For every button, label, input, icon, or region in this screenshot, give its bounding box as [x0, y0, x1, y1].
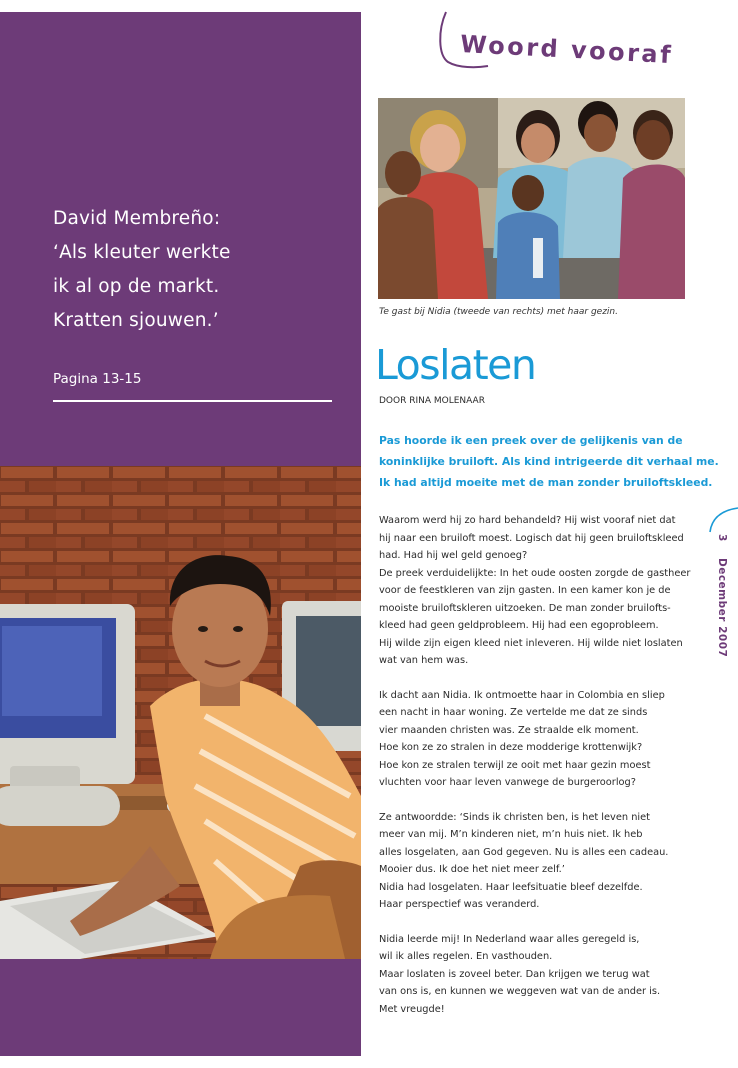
divider	[53, 400, 332, 402]
paragraph	[379, 809, 690, 914]
body-line: De preek verduidelijkte: In het oude oosten zorgde de gastheer	[379, 567, 691, 579]
article-title: Loslaten	[375, 341, 536, 389]
body-line: Waarom werd hij zo hard behandeld? Hij wist vooraf niet dat	[379, 515, 676, 526]
intro-line: Pas hoorde ik een preek over de gelijkenis van de	[379, 434, 683, 447]
body-line: hij naar een bruiloft moest. Logisch dat hij geen bruiloftskleed	[379, 532, 684, 544]
body-line: meer van mij. M’n kinderen niet, m’n huis niet. Ik heb	[379, 829, 643, 840]
article-body	[379, 512, 690, 1035]
body-line: Haar perspectief was veranderd.	[379, 899, 540, 910]
byline: DOOR RINA MOLENAAR	[379, 396, 485, 406]
page-number: 3	[716, 534, 728, 542]
body-line: Hoe kon ze stralen terwijl ze ooit met haar gezin moest	[379, 759, 651, 771]
body-line: mooiste bruiloftskleren uitzoeken. De man zonder bruilofts-	[379, 602, 671, 614]
intro-line: koninklijke bruiloft. Als kind intrigeerde dit verhaal me.	[379, 455, 719, 468]
pull-quote	[53, 202, 343, 338]
body-line: had. Had hij wel geld genoeg?	[379, 550, 528, 561]
body-line: alles losgelaten, aan God gegeven. Nu is alles een cadeau.	[379, 846, 669, 858]
photo-caption: Te gast bij Nidia (tweede van rechts) met haar gezin.	[379, 307, 618, 317]
body-line: Nidia had losgelaten. Haar leefsituatie bleef dezelfde.	[379, 881, 643, 893]
quote-line: Kratten sjouwen.’	[53, 310, 219, 331]
paragraph	[379, 512, 690, 670]
body-line: Ik dacht aan Nidia. Ik ontmoette haar in Colombia en sliep	[379, 689, 665, 701]
side-marker-arc	[706, 506, 738, 536]
body-line: Mooier dus. Ik doe het niet meer zelf.’	[379, 864, 565, 875]
paragraph	[379, 687, 690, 792]
intro-line: Ik had altijd moeite met de man zonder bruiloftskleed.	[379, 476, 713, 489]
paragraph	[379, 931, 690, 1019]
photo-family	[378, 98, 685, 299]
body-line: vluchten voor haar leven vanwege de burgeroorlog?	[379, 777, 636, 788]
body-line: Hoe kon ze zo stralen in deze modderige krottenwijk?	[379, 742, 643, 753]
article-intro	[379, 430, 719, 493]
body-line: van ons is, en kunnen we weggeven wat van de ander is.	[379, 986, 661, 997]
body-line: Nidia leerde mij! In Nederland waar alles geregeld is,	[379, 933, 640, 945]
body-line: voor de feestkleren van zijn gasten. In een kamer kon je de	[379, 585, 671, 596]
body-line: Maar loslaten is zoveel beter. Dan krijgen we terug wat	[379, 968, 650, 980]
body-line: een nacht in haar woning. Ze vertelde me dat ze sinds	[379, 707, 648, 718]
body-line: Met vreugde!	[379, 1003, 445, 1015]
body-line: wat van hem was.	[379, 655, 469, 666]
side-marker	[716, 534, 728, 657]
section-title: Woord vooraf	[459, 30, 674, 70]
body-line: Hij wilde zijn eigen kleed niet inleveren. Hij wilde niet loslaten	[379, 637, 683, 649]
photo-man-at-computer	[0, 466, 361, 959]
quote-line: ik al op de markt.	[53, 276, 220, 297]
body-line: vier maanden christen was. Ze straalde elk moment.	[379, 724, 639, 736]
issue-date: December 2007	[716, 558, 728, 658]
body-line: kleed had geen geldprobleem. Hij had een egoprobleem.	[379, 620, 659, 631]
body-line: wil ik alles regelen. En vasthouden.	[379, 951, 553, 962]
quote-line: ‘Als kleuter werkte	[53, 242, 231, 263]
page-reference: Pagina 13-15	[53, 371, 142, 387]
quote-line: David Membreño:	[53, 208, 221, 229]
body-line: Ze antwoordde: ‘Sinds ik christen ben, is het leven niet	[379, 811, 651, 823]
